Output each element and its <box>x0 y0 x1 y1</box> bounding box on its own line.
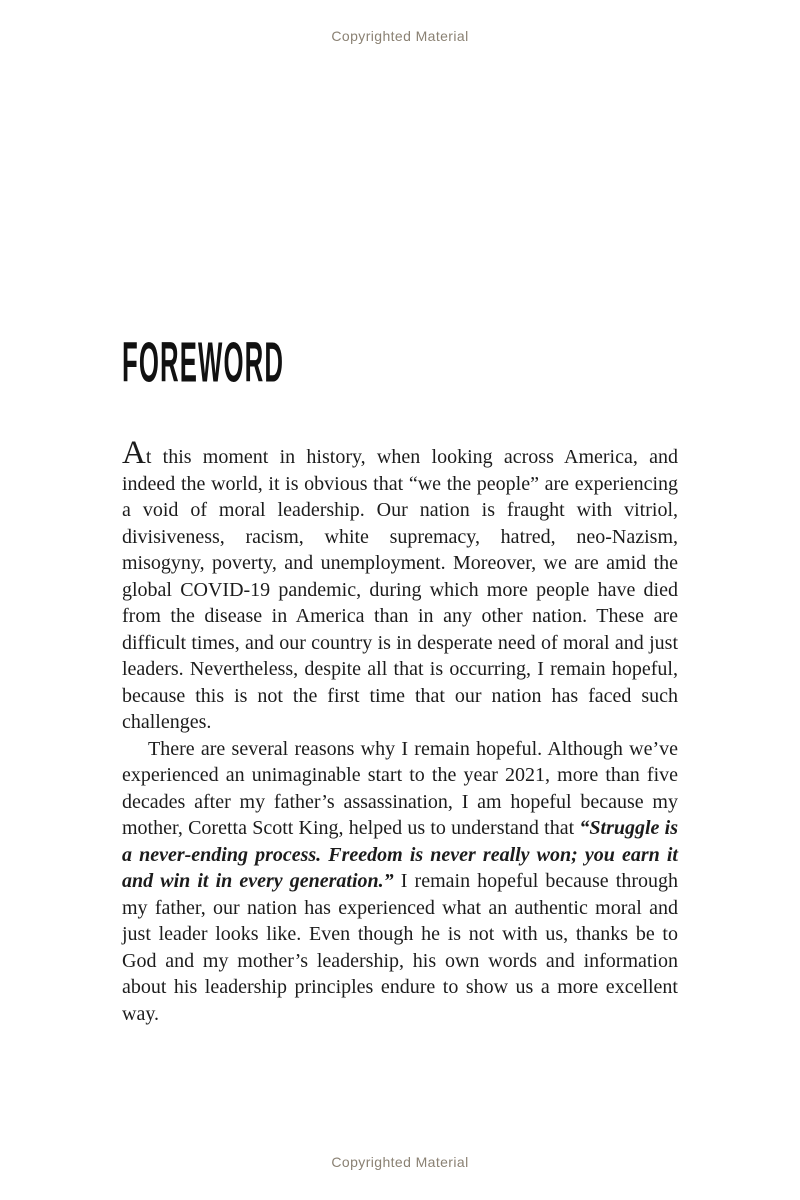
chapter-heading <box>122 330 678 394</box>
paragraph-second <box>122 736 678 1028</box>
paragraph-second-after-quote: I remain hopeful because through my father, our nation has experienced what an authentic moral and just leader looks like. Even though he is not with us, thanks be to God and my mother’s leadership, his own words and information about his leadership principles endure to show us a more excellent way. <box>122 870 679 1025</box>
paragraph-second-before-quote: There are several reasons why I remain hopeful. Although we’ve experienced an unimaginable start to the year 2021, more than five decades after my father’s assassination, I am hopeful because my mother, Coretta Scott King, helped us to understand that <box>122 737 678 839</box>
copyright-notice-top: Copyrighted Material <box>331 28 469 44</box>
raised-cap: A <box>122 435 146 471</box>
chapter-heading-text: FOREWORD <box>122 330 285 394</box>
copyright-notice-bottom: Copyrighted Material <box>331 1154 469 1170</box>
page-content <box>122 330 679 1027</box>
mother-quote: “Struggle is a never-ending process. Freedom is never really won; you earn it and win it in every generation.” <box>122 817 678 892</box>
paragraph-opening <box>122 435 678 736</box>
paragraph-opening-text: t this moment in history, when looking across America, and indeed the world, it is obvious that “we the people” are experiencing a void of moral leadership. Our nation is fraught with vitriol, divisiveness, racism, white supremacy, hatred, neo-Nazism, misogyny, poverty, and unemployment. Moreover, we are amid the global COVID-19 pandemic, during which more people have died from the disease in America than in any other nation. These are difficult times, and our country is in desperate need of moral and just leaders. Nevertheless, despite all that is occurring, I remain hopeful, because this is not the first time that our nation has faced such challenges. <box>122 446 678 733</box>
